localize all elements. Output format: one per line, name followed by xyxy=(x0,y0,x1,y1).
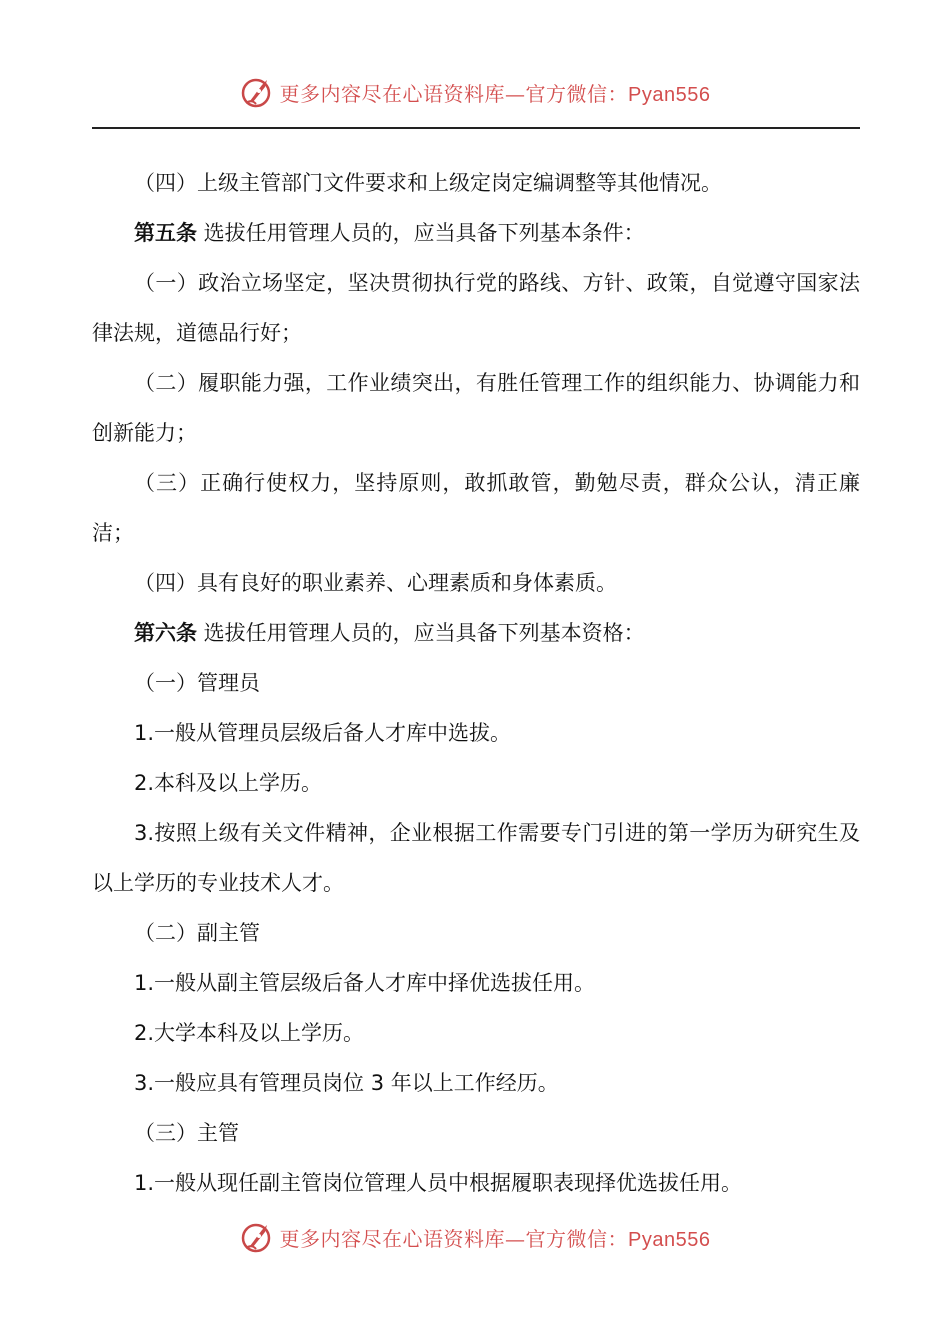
section-heading: （一）管理员 xyxy=(134,671,260,695)
footer-banner xyxy=(0,1215,950,1259)
paragraph: （三）正确行使权力，坚持原则，敢抓敢管，勤勉尽责，群众公认，清正廉洁； xyxy=(92,471,860,545)
list-item: 3.一般应具有管理员岗位 3 年以上工作经历。 xyxy=(134,1071,559,1095)
header-banner-text: 更多内容尽在心语资料库—官方微信： xyxy=(279,81,629,106)
pen-nib-logo-icon xyxy=(240,1220,274,1254)
header-divider xyxy=(92,127,860,129)
section-heading: （二）副主管 xyxy=(134,921,260,945)
paragraph: （一）政治立场坚定，坚决贯彻执行党的路线、方针、政策，自觉遵守国家法律法规，道德品行好； xyxy=(92,271,860,345)
footer-banner-text: 更多内容尽在心语资料库—官方微信： xyxy=(279,1226,629,1251)
paragraph: （二）履职能力强，工作业绩突出，有胜任管理工作的组织能力、协调能力和创新能力； xyxy=(92,371,860,445)
list-item: 2.大学本科及以上学历。 xyxy=(134,1021,365,1045)
list-item: 1.一般从管理员层级后备人才库中选拔。 xyxy=(134,721,512,745)
list-item: 1.一般从现任副主管岗位管理人员中根据履职表现择优选拔任用。 xyxy=(134,1171,743,1195)
list-item: 1.一般从副主管层级后备人才库中择优选拔任用。 xyxy=(134,971,596,995)
article-heading: 第六条 xyxy=(134,621,197,645)
list-item: 2.本科及以上学历。 xyxy=(134,771,323,795)
article-paragraph: 第五条 选拔任用管理人员的，应当具备下列基本条件： xyxy=(134,221,645,245)
pen-nib-logo-icon xyxy=(240,75,274,109)
document-body xyxy=(92,158,860,1208)
footer-wechat-id: Pyan556 xyxy=(628,1228,711,1251)
list-item: 3.按照上级有关文件精神，企业根据工作需要专门引进的第一学历为研究生及以上学历的专业技术人才。 xyxy=(92,821,860,895)
header-banner xyxy=(0,70,950,114)
section-heading: （三）主管 xyxy=(134,1121,239,1145)
paragraph: （四）具有良好的职业素养、心理素质和身体素质。 xyxy=(134,571,617,595)
article-paragraph: 第六条 选拔任用管理人员的，应当具备下列基本资格： xyxy=(134,621,645,645)
header-wechat-id: Pyan556 xyxy=(628,83,711,106)
article-heading: 第五条 xyxy=(134,221,197,245)
paragraph: （四）上级主管部门文件要求和上级定岗定编调整等其他情况。 xyxy=(134,171,722,195)
